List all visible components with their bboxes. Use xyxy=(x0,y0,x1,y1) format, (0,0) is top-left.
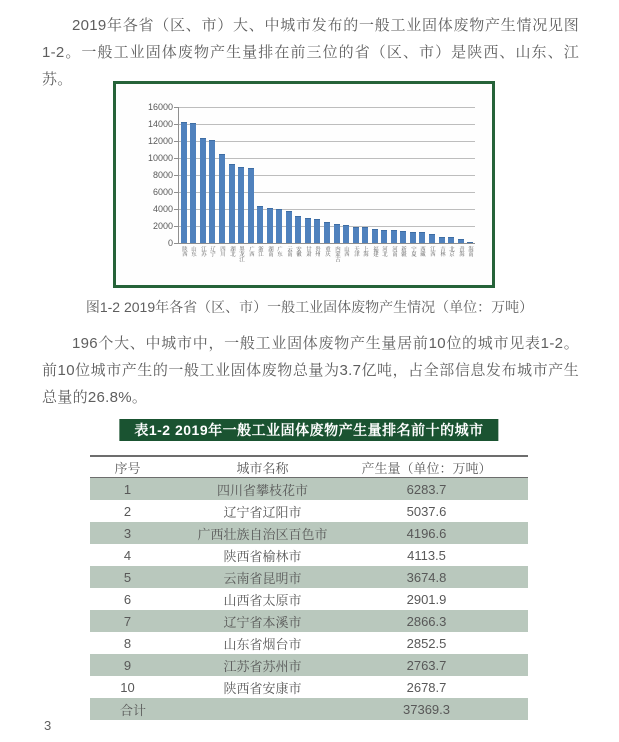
chart-gridline xyxy=(179,107,475,108)
table-row xyxy=(90,588,528,610)
chart-bar xyxy=(286,211,292,243)
chart-bar xyxy=(448,237,454,243)
city-cell: 云南省昆明市 xyxy=(223,570,302,586)
chart-bar xyxy=(381,230,387,243)
x-axis-label: 陕西 xyxy=(181,246,188,257)
table-total-row xyxy=(90,698,528,720)
value-cell: 5037.6 xyxy=(406,503,447,519)
y-axis-label: 0 xyxy=(167,238,173,248)
x-axis-label: 江西 xyxy=(429,246,436,257)
x-axis-label: 广东 xyxy=(276,246,283,257)
x-axis-label: 新疆 xyxy=(400,246,407,257)
chart-bar xyxy=(410,232,416,243)
x-axis-label: 湖北 xyxy=(229,246,236,257)
rank-cell: 5 xyxy=(123,569,132,585)
rank-cell: 9 xyxy=(123,657,132,673)
x-axis-label: 重庆 xyxy=(324,246,331,257)
chart-bar xyxy=(419,232,425,243)
value-cell: 4113.5 xyxy=(407,547,446,563)
chart-bar xyxy=(257,206,263,243)
table-row xyxy=(90,676,528,698)
value-cell: 6283.7 xyxy=(406,481,447,497)
chart-plot xyxy=(147,102,475,263)
y-axis-tick xyxy=(174,243,179,244)
y-axis-label: 4000 xyxy=(152,204,173,214)
x-axis-label: 安徽 xyxy=(295,246,302,257)
y-axis-tick xyxy=(174,226,179,227)
x-axis-label: 天津 xyxy=(353,246,360,257)
chart-bar xyxy=(439,237,445,243)
chart-bar xyxy=(209,140,215,243)
page-number: 3 xyxy=(44,718,52,733)
rank-cell: 7 xyxy=(123,613,132,629)
x-axis-label: 西藏 xyxy=(420,246,427,257)
city-cell: 山西省太原市 xyxy=(223,592,302,608)
x-axis-label: 宁夏 xyxy=(410,246,417,257)
city-cell: 陕西省安康市 xyxy=(223,680,302,696)
table-title-banner: 表1-2 2019年一般工业固体废物产生量排名前十的城市 xyxy=(119,419,498,441)
table-header-cell: 序号 xyxy=(114,460,141,476)
x-axis-label: 青海 xyxy=(458,246,465,257)
intro-paragraph: 2019年各省（区、市）大、中城市发布的一般工业固体废物产生情况见图1-2。一般工业固体废物产生量排在前三位的省（区、市）是陕西、山东、江苏。 xyxy=(42,17,579,88)
chart-bar xyxy=(181,122,187,243)
y-axis-label: 12000 xyxy=(147,136,173,146)
y-axis-tick xyxy=(174,175,179,176)
chart-gridline xyxy=(179,124,475,125)
rank-cell: 2 xyxy=(123,503,132,519)
table-header-row xyxy=(90,455,528,478)
chart-bar xyxy=(334,224,340,243)
chart-bar xyxy=(343,225,349,243)
x-axis-label: 海南 xyxy=(467,246,474,257)
total-label-cell: 合计 xyxy=(120,702,147,718)
chart-frame xyxy=(113,81,495,288)
rank-cell: 4 xyxy=(123,547,132,563)
city-cell: 陕西省榆林市 xyxy=(223,548,302,564)
x-axis-label: 黑龙江 xyxy=(238,246,245,263)
x-axis-label: 山西 xyxy=(343,246,350,257)
y-axis-label: 14000 xyxy=(147,119,173,129)
x-axis-label: 山东 xyxy=(190,246,197,257)
value-cell: 2852.5 xyxy=(406,635,447,651)
city-cell: 广西壮族自治区百色市 xyxy=(197,526,328,542)
x-axis-label: 湖南 xyxy=(267,246,274,257)
y-axis-tick xyxy=(174,124,179,125)
chart-bar xyxy=(229,164,235,243)
table-row xyxy=(90,566,528,588)
x-axis-label: 内蒙古 xyxy=(334,246,341,263)
x-axis-label: 上海 xyxy=(362,246,369,257)
value-cell: 2866.3 xyxy=(406,613,447,629)
rank-cell: 1 xyxy=(123,481,132,497)
table-header-cell: 城市名称 xyxy=(236,460,289,476)
x-axis-label: 四川 xyxy=(219,246,226,257)
table-body xyxy=(90,478,528,720)
city-cell: 江苏省苏州市 xyxy=(223,658,302,674)
x-axis-label: 甘肃 xyxy=(305,246,312,257)
rank-cell: 10 xyxy=(120,679,135,695)
table-intro-paragraph: 196个大、中城市中，一般工业固体废物产生量居前10位的城市见表1-2。前10位城市产生的一般工业固体废物总量为3.7亿吨，占全部信息发布城市产生总量的26.8%。 xyxy=(42,335,579,406)
y-axis-tick xyxy=(174,209,179,210)
rank-cell: 6 xyxy=(123,591,132,607)
chart-bar xyxy=(248,168,254,243)
chart-gridline xyxy=(179,141,475,142)
table-row xyxy=(90,500,528,522)
x-axis-label: 北京 xyxy=(448,246,455,257)
y-axis-tick xyxy=(174,192,179,193)
total-value-cell: 37369.3 xyxy=(403,701,450,717)
x-axis-label: 辽宁 xyxy=(210,246,217,257)
chart-bar xyxy=(362,227,368,243)
table-row xyxy=(90,654,528,676)
chart-bar xyxy=(276,209,282,243)
y-axis-tick xyxy=(174,107,179,108)
chart-bar xyxy=(267,208,273,243)
table-row xyxy=(90,522,528,544)
chart-bar xyxy=(429,234,435,243)
y-axis-tick xyxy=(174,141,179,142)
value-cell: 2678.7 xyxy=(406,679,447,695)
table-row xyxy=(90,478,528,500)
figure-caption: 图1-2 2019年各省（区、市）一般工业固体废物产生情况（单位：万吨） xyxy=(85,299,534,315)
x-axis-label: 广西 xyxy=(248,246,255,257)
city-cell: 辽宁省本溪市 xyxy=(223,614,302,630)
value-cell: 3674.8 xyxy=(406,569,447,585)
table-header-cell: 产生量（单位：万吨） xyxy=(361,460,492,476)
y-axis-tick xyxy=(174,158,179,159)
x-axis-label: 吉林 xyxy=(439,246,446,257)
data-table xyxy=(90,455,528,720)
chart-bar xyxy=(305,218,311,243)
chart-bar xyxy=(400,231,406,243)
value-cell: 2901.9 xyxy=(406,591,447,607)
chart-bar xyxy=(372,229,378,243)
x-axis-label: 江苏 xyxy=(200,246,207,257)
chart-bar xyxy=(458,239,464,243)
chart-bar xyxy=(295,216,301,243)
x-axis-label: 福建 xyxy=(372,246,379,257)
rank-cell: 3 xyxy=(123,525,132,541)
chart-bar xyxy=(190,123,196,243)
x-axis-label: 河北 xyxy=(381,246,388,257)
chart-bar xyxy=(353,227,359,243)
chart-bar xyxy=(467,242,473,243)
y-axis-label: 10000 xyxy=(147,153,173,163)
chart-bar xyxy=(391,230,397,243)
city-cell: 山东省烟台市 xyxy=(223,636,302,652)
rank-cell: 8 xyxy=(123,635,132,651)
y-axis-label: 8000 xyxy=(152,170,173,180)
x-axis-label: 浙江 xyxy=(257,246,264,257)
chart-bar xyxy=(200,138,206,243)
chart-bar xyxy=(238,167,244,243)
value-cell: 4196.6 xyxy=(406,525,447,541)
table-row xyxy=(90,544,528,566)
y-axis-label: 6000 xyxy=(152,187,173,197)
chart-bar xyxy=(219,154,225,243)
city-cell: 辽宁省辽阳市 xyxy=(223,504,302,520)
city-cell: 四川省攀枝花市 xyxy=(216,482,308,498)
y-axis-label: 16000 xyxy=(147,102,173,112)
x-axis-label: 贵州 xyxy=(315,246,322,257)
table-row xyxy=(90,632,528,654)
x-axis-label: 云南 xyxy=(286,246,293,257)
x-axis-label: 河南 xyxy=(391,246,398,257)
chart-bar xyxy=(314,219,320,243)
value-cell: 2763.7 xyxy=(406,657,447,673)
table-row xyxy=(90,610,528,632)
chart-bar xyxy=(324,222,330,243)
y-axis-label: 2000 xyxy=(152,221,173,231)
